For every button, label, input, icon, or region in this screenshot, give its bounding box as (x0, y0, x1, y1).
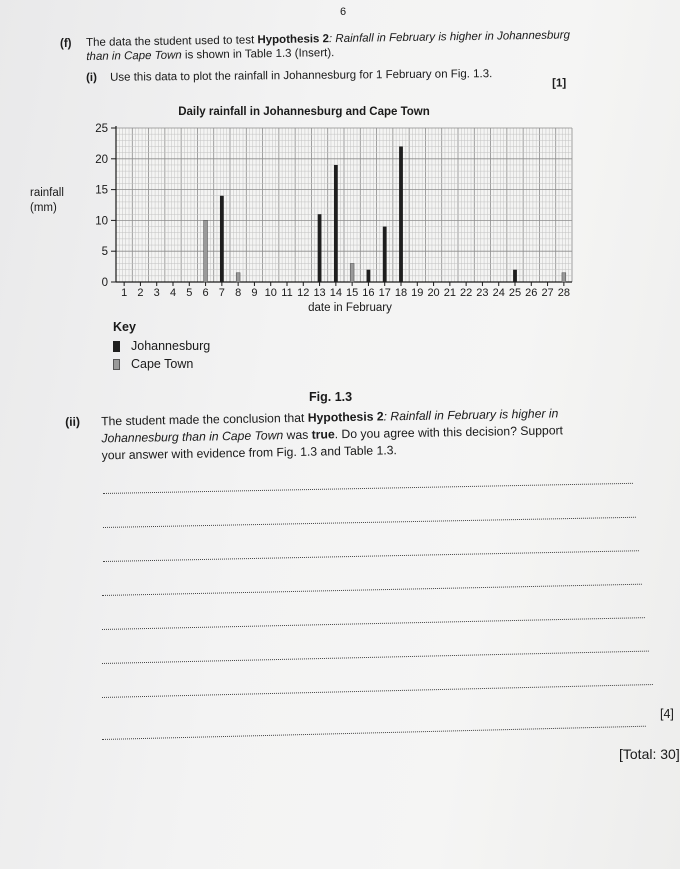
part-f-text-b: : Rainfall in February is higher in Johannesburg (328, 29, 571, 46)
bar-johannesburg (318, 214, 322, 282)
answer-line-3[interactable] (103, 550, 639, 562)
x-tick-label: 25 (508, 287, 522, 299)
x-tick-label: 5 (186, 287, 193, 299)
x-axis-label: date in February (308, 302, 392, 314)
x-tick-label: 14 (329, 287, 342, 299)
part-ii-text-b: : Rainfall in February is higher in (383, 406, 559, 424)
part-f-text-a: The data the student used to test (86, 34, 258, 49)
x-tick-label: 1 (121, 287, 128, 299)
part-f-label: (f) (60, 38, 72, 50)
y-axis-label-line1: rainfall (30, 187, 64, 199)
key-label-johannesburg: Johannesburg (131, 339, 211, 353)
x-tick-label: 17 (378, 287, 391, 299)
part-i-label: (i) (86, 71, 97, 84)
part-ii-label: (ii) (65, 414, 81, 429)
y-tick-label: 25 (95, 123, 108, 135)
answer-line-2[interactable] (103, 517, 636, 528)
x-tick-label: 23 (476, 287, 489, 299)
x-tick-label: 13 (313, 287, 326, 299)
part-ii-text-a: The student made the conclusion that (101, 410, 308, 429)
answer-line-5[interactable] (102, 617, 645, 630)
x-tick-label: 20 (427, 287, 440, 299)
answer-line-8[interactable] (102, 726, 646, 740)
part-i-text: Use this data to plot the rainfall in Johannesburg for 1 February on Fig. 1.3. (109, 68, 493, 84)
x-tick-label: 10 (264, 287, 277, 299)
x-tick-label: 26 (525, 287, 538, 299)
part-ii-hypothesis: Hypothesis 2 (307, 409, 384, 425)
bar-johannesburg (383, 227, 387, 282)
part-ii-true: true (311, 427, 335, 442)
y-axis-label-line2: (mm) (30, 202, 57, 214)
key-title: Key (113, 320, 136, 334)
x-tick-label: 12 (297, 287, 310, 299)
x-tick-label: 19 (411, 287, 424, 299)
bar-cape-town (562, 273, 566, 282)
x-tick-label: 16 (362, 287, 375, 299)
x-tick-label: 2 (137, 287, 144, 299)
bar-johannesburg (513, 270, 517, 282)
y-tick-label: 20 (95, 153, 108, 166)
part-ii-text-c: Johannesburg than in Cape Town (101, 428, 284, 446)
x-tick-label: 3 (153, 287, 160, 299)
part-f-hypothesis: Hypothesis 2 (257, 33, 330, 47)
key-swatch-cape-town (113, 359, 120, 370)
bar-cape-town (204, 220, 208, 282)
part-ii-text-d: was (283, 427, 312, 443)
key-label-cape-town: Cape Town (131, 357, 194, 371)
bar-cape-town (236, 273, 240, 282)
figure-caption: Fig. 1.3 (309, 390, 353, 404)
key-swatch-johannesburg (113, 341, 120, 352)
chart-grid (116, 128, 572, 282)
x-tick-label: 27 (541, 287, 554, 299)
part-ii-text-f: your answer with evidence from Fig. 1.3 and Table 1.3. (101, 443, 397, 463)
y-tick-label: 0 (101, 277, 108, 289)
y-tick-label: 5 (101, 246, 108, 259)
x-tick-label: 7 (218, 287, 225, 299)
total-marks: [Total: 30] (619, 746, 680, 762)
x-tick-label: 9 (251, 287, 258, 299)
x-tick-label: 22 (460, 287, 473, 299)
x-tick-label: 8 (235, 287, 242, 299)
part-ii-marks: [4] (660, 707, 674, 721)
x-tick-label: 24 (492, 287, 505, 299)
answer-line-7[interactable] (102, 684, 653, 698)
page-number: 6 (340, 6, 347, 18)
x-tick-label: 18 (394, 287, 408, 299)
answer-line-4[interactable] (102, 584, 642, 596)
bar-cape-town (350, 264, 354, 282)
x-tick-label: 6 (202, 287, 209, 299)
part-f-text-c: than in Cape Town (86, 49, 182, 63)
rainfall-chart (0, 98, 680, 428)
bar-johannesburg (334, 165, 338, 282)
part-f-text-d: is shown in Table 1.3 (Insert). (181, 47, 335, 62)
answer-line-6[interactable] (102, 651, 649, 664)
x-tick-label: 11 (281, 287, 293, 299)
bar-johannesburg (220, 196, 224, 282)
y-tick-label: 15 (95, 184, 108, 197)
x-tick-label: 4 (169, 287, 177, 299)
x-tick-label: 15 (346, 287, 359, 299)
part-i-marks: [1] (552, 77, 567, 90)
answer-line-1[interactable] (103, 483, 633, 494)
bar-johannesburg (399, 146, 403, 282)
part-ii-text-e: . Do you agree with this decision? Support (334, 423, 564, 442)
x-tick-label: 21 (443, 287, 456, 299)
chart-title: Daily rainfall in Johannesburg and Cape Town (178, 106, 430, 118)
y-tick-label: 10 (95, 215, 108, 228)
x-tick-label: 28 (557, 287, 570, 299)
bar-johannesburg (367, 270, 371, 282)
